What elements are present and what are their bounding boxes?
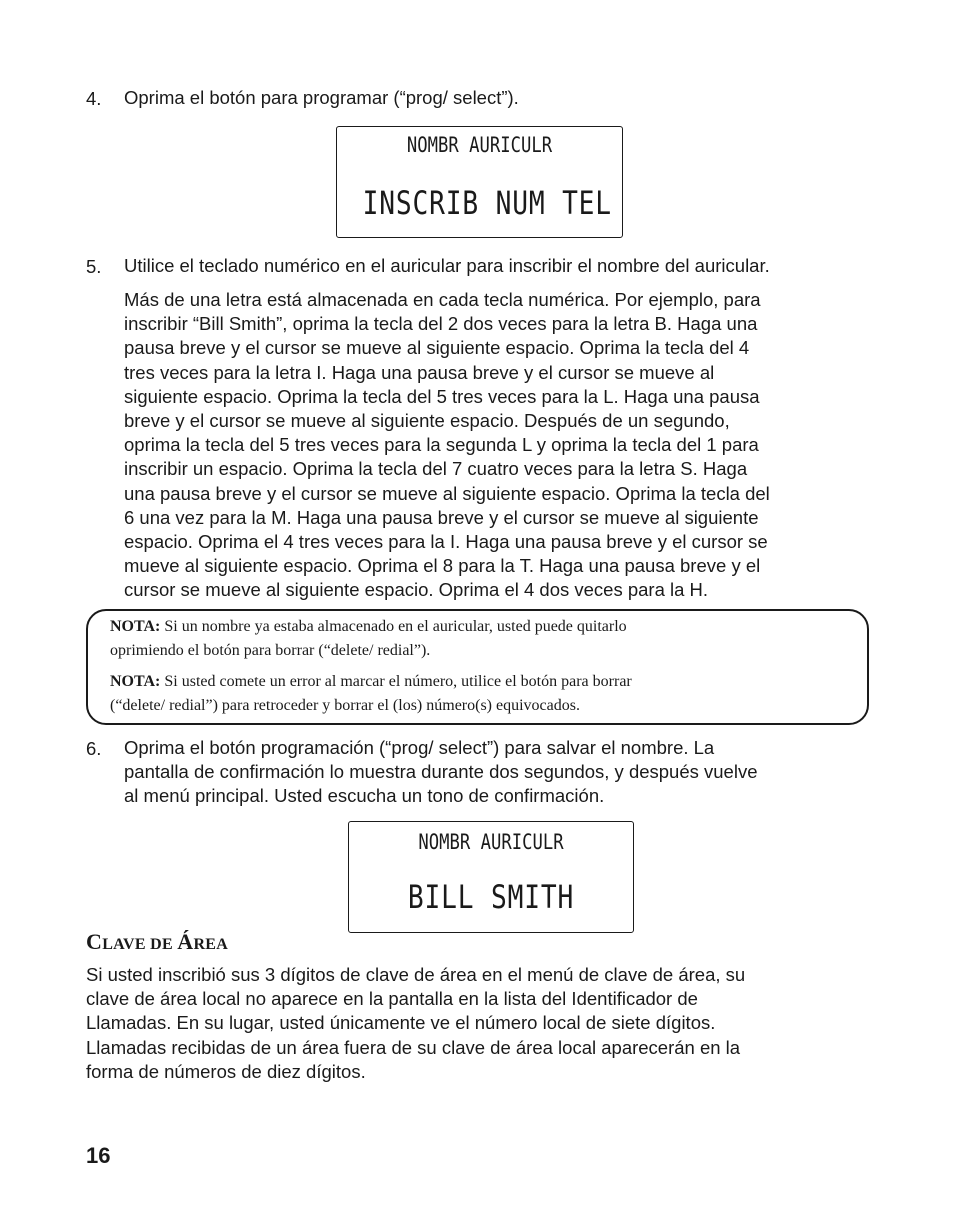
note-1-label: NOTA:: [110, 618, 161, 635]
step-6-text: [124, 736, 758, 809]
step-4-number: 4.: [86, 88, 102, 109]
note-1-line1: Si un nombre ya estaba almacenado en el auricular, usted puede quitarlo: [164, 618, 627, 635]
step-5-detail-line: inscribir “Bill Smith”, oprima la tecla del 2 dos veces para la letra B. Haga una: [124, 313, 758, 335]
step-5-detail-line: breve y el cursor se mueve al siguiente espacio. Después de un segundo,: [124, 410, 730, 432]
note-2: [110, 670, 847, 718]
step-5-text: Utilice el teclado numérico en el auricular para inscribir el nombre del auricular.: [124, 255, 770, 276]
step-5-detail-line: una pausa breve y el cursor se mueve al siguiente espacio. Oprima la tecla del: [124, 482, 770, 504]
section-body-line: clave de área local no aparece en la pantalla en la lista del Identificador de: [86, 988, 698, 1010]
lcd-display-2: [348, 821, 634, 933]
step-5-detail-line: Más de una letra está almacenada en cada tecla numérica. Por ejemplo, para: [124, 289, 761, 310]
step-5-detail-line: pausa breve y el cursor se mueve al siguiente espacio. Oprima la tecla del 4: [124, 337, 750, 359]
note-1: [110, 615, 847, 663]
section-body: [86, 963, 745, 1084]
step-6-line: Oprima el botón programación (“prog/ select”) para salvar el nombre. La: [124, 737, 715, 758]
lcd-display-1: [336, 126, 623, 238]
section-body-line: Llamadas. En su lugar, usted únicamente ve el número local de siete dígitos.: [86, 1012, 716, 1034]
heading-cap-2: Á: [177, 929, 194, 954]
heading-rest-2: REA: [193, 936, 229, 953]
step-5-detail-line: espacio. Oprima el 4 tres veces para la I. Haga una pausa breve y el cursor se: [124, 531, 768, 553]
step-5-detail-line: mueve al siguiente espacio. Oprima el 8 para la T. Haga una pausa breve y el: [124, 555, 761, 577]
lcd-display-1-line2: INSCRIB NUM TEL: [362, 184, 612, 222]
step-5-detail: [124, 288, 874, 603]
lcd-display-2-line1: NOMBR AURICULR: [418, 830, 564, 854]
heading-cap-1: C: [86, 929, 103, 954]
heading-rest-1: LAVE DE: [102, 936, 178, 953]
step-6-line: al menú principal. Usted escucha un tono de confirmación.: [124, 785, 605, 807]
note-2-line2: (“delete/ redial”) para retroceder y borrar el (los) número(s) equivocados.: [110, 697, 580, 714]
note-1-line2: oprimiendo el botón para borrar (“delete/ redial”).: [110, 642, 431, 659]
step-6-number: 6.: [86, 738, 102, 759]
step-5-detail-line: inscribir un espacio. Oprima la tecla del 7 cuatro veces para la letra S. Haga: [124, 458, 748, 480]
step-5-detail-line: oprima la tecla del 5 tres veces para la segunda L y oprima la tecla del 1 para: [124, 434, 759, 456]
note-2-line1: Si usted comete un error al marcar el número, utilice el botón para borrar: [164, 673, 632, 690]
step-5-number: 5.: [86, 256, 102, 277]
section-body-line: forma de números de diez dígitos.: [86, 1060, 366, 1082]
section-heading: [86, 929, 228, 955]
step-5-detail-line: tres veces para la letra I. Haga una pausa breve y el cursor se mueve al: [124, 361, 715, 383]
step-5-detail-line: 6 una vez para la M. Haga una pausa breve y el cursor se mueve al siguiente: [124, 506, 759, 528]
note-box: [86, 609, 869, 725]
page-number: 16: [86, 1143, 111, 1168]
step-6-line: pantalla de confirmación lo muestra durante dos segundos, y después vuelve: [124, 761, 758, 783]
section-body-line: Llamadas recibidas de un área fuera de su clave de área local aparecerán en la: [86, 1036, 741, 1058]
step-4-text: Oprima el botón para programar (“prog/ select”).: [124, 87, 519, 108]
lcd-display-1-line1: NOMBR AURICULR: [406, 133, 553, 157]
step-5-detail-line: cursor se mueve al siguiente espacio. Oprima el 4 dos veces para la H.: [124, 579, 709, 601]
note-2-label: NOTA:: [110, 673, 161, 690]
section-body-line: Si usted inscribió sus 3 dígitos de clave de área en el menú de clave de área, su: [86, 964, 746, 985]
step-5-detail-line: siguiente espacio. Oprima la tecla del 5 tres veces para la L. Haga una pausa: [124, 385, 760, 407]
lcd-display-2-line2: BILL SMITH: [407, 878, 575, 916]
